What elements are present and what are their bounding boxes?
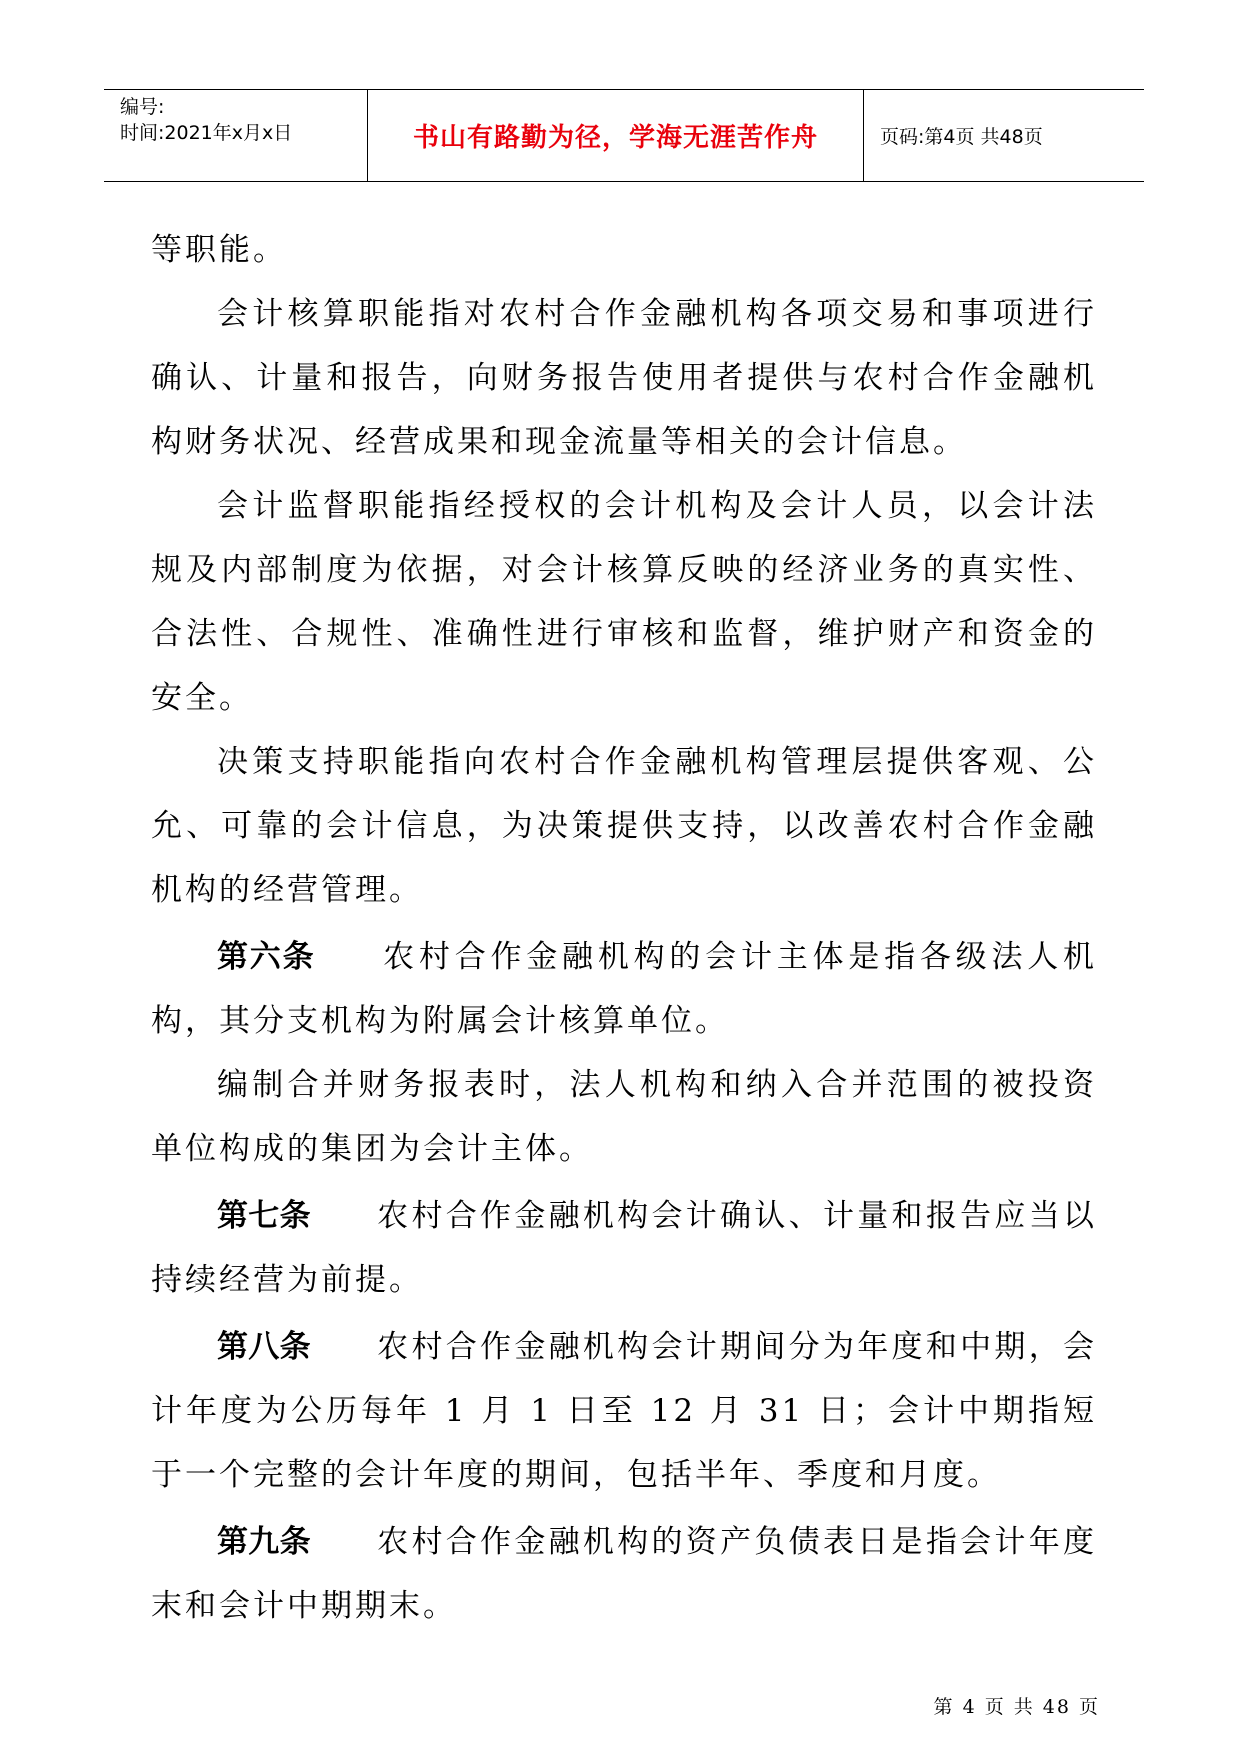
article-8 [151, 1315, 1097, 1507]
header-page-cell [864, 90, 1144, 181]
paragraph: 会计监督职能指经授权的会计机构及会计人员，以会计法规及内部制度为依据，对会计核算反映的经济业务的真实性、合法性、合规性、准确性进行审核和监督，维护财产和资金的安全。 [151, 488, 1097, 716]
paragraph: 等职能。 [151, 232, 287, 268]
paragraph: 会计核算职能指对农村合作金融机构各项交易和事项进行确认、计量和报告，向财务报告使用者提供与农村合作金融机构财务状况、经营成果和现金流量等相关的会计信息。 [151, 296, 1097, 460]
article-9 [151, 1510, 1097, 1638]
article-number: 第六条 [217, 939, 316, 975]
header-motto-cell [368, 90, 864, 181]
article-text: 农村合作金融机构会计确认、计量和报告应当以持续经营为前提。 [151, 1198, 1097, 1298]
article-text: 农村合作金融机构的资产负债表日是指会计年度末和会计中期期末。 [151, 1524, 1097, 1624]
document-body [151, 218, 1097, 1638]
page-footer [900, 1692, 1100, 1719]
header-motto: 书山有路勤为径，学海无涯苦作舟 [412, 123, 818, 153]
article-number: 第七条 [217, 1198, 311, 1234]
article-text: 农村合作金融机构会计期间分为年度和中期，会计年度为公历每年 1 月 1 日至 12 月 31 日；会计中期指短于一个完整的会计年度的期间，包括半年、季度和月度。 [151, 1329, 1097, 1493]
header-number-label: 编号: [120, 96, 165, 118]
paragraph: 决策支持职能指向农村合作金融机构管理层提供客观、公允、可靠的会计信息，为决策提供支持，以改善农村合作金融机构的经营管理。 [151, 744, 1097, 908]
article-7 [151, 1184, 1097, 1312]
article-number: 第九条 [217, 1524, 311, 1560]
article-6 [151, 925, 1097, 1053]
page-header [104, 89, 1144, 182]
header-time-label: 时间:2021年x月x日 [120, 122, 293, 144]
article-text: 农村合作金融机构的会计主体是指各级法人机构，其分支机构为附属会计核算单位。 [151, 939, 1098, 1039]
paragraph: 编制合并财务报表时，法人机构和纳入合并范围的被投资单位构成的集团为会计主体。 [151, 1067, 1097, 1167]
header-page-label: 页码:第4页 共48页 [880, 126, 1043, 148]
footer-page-number: 第 4 页 共 48 页 [933, 1696, 1100, 1718]
header-meta [104, 90, 368, 181]
article-number: 第八条 [217, 1329, 311, 1365]
